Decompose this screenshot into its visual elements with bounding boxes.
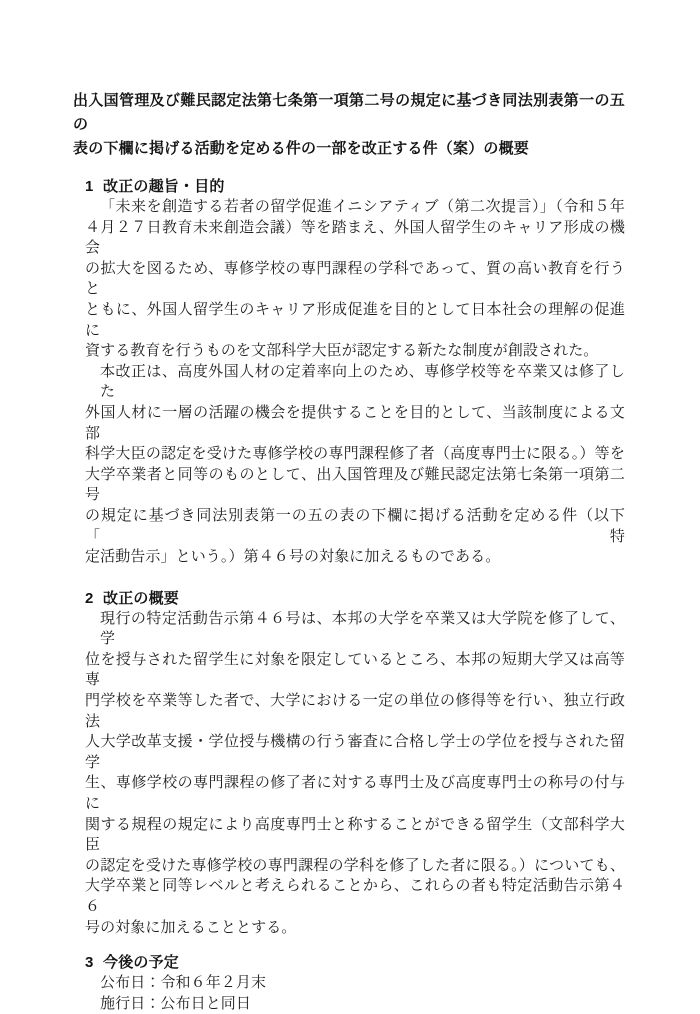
text-line: 外国人材に一層の活躍の機会を提供することを目的として、当該制度による文部 <box>85 404 625 442</box>
text-line: の認定を受けた専修学校の専門課程の学科を修了した者に限る。）についても、 <box>85 857 625 874</box>
text-line: の規定に基づき同法別表第一の五の表の下欄に掲げる活動を定める件（以下「特 <box>85 507 625 545</box>
section-heading-text: 改正の概要 <box>103 589 180 607</box>
text-line: 位を授与された留学生に対象を限定しているところ、本邦の短期大学又は高等専 <box>85 651 625 689</box>
text-line: 定活動告示」という。）第４６号の対象に加えるものである。 <box>85 549 501 566</box>
text-line: 大学卒業と同等レベルと考えられることから、これらの者も特定活動告示第４６ <box>85 878 625 915</box>
text-line: の拡大を図るため、専修学校の専門課程の学科であって、質の高い教育を行うと <box>85 260 625 298</box>
title-line: 表の下欄に掲げる活動を定める件の一部を改正する件（案）の概要 <box>73 140 530 157</box>
text-line: 大学卒業者と同等のものとして、出入国管理及び難民認定法第七条第一項第二号 <box>85 466 625 504</box>
section-heading <box>73 588 625 609</box>
schedule-item-enforcement: 施行日：公布日と同日 <box>100 995 252 1012</box>
section-heading <box>73 952 625 973</box>
section-purpose <box>73 176 625 568</box>
text-line: 関する規程の規定により高度専門士と称することができる留学生（文部科学大臣 <box>85 816 625 854</box>
document-title <box>73 89 625 161</box>
text-line: 現行の特定活動告示第４６号は、本邦の大学を卒業又は大学院を修了して、学 <box>100 610 625 648</box>
section-schedule <box>73 952 625 1014</box>
text-line: 人大学改革支援・学位授与機構の行う審査に合格し学士の学位を授与された留学 <box>85 734 625 771</box>
text-line: 本改正は、高度外国人材の定着率向上のため、専修学校等を卒業又は修了した <box>100 363 625 401</box>
schedule-list <box>73 973 625 1014</box>
section-number: 1 <box>85 178 94 195</box>
text-line: 生、専修学校の専門課程の修了者に対する専門士及び高度専門士の称号の付与に <box>85 775 625 813</box>
paragraph <box>73 609 625 939</box>
text-line: ともに、外国人留学生のキャリア形成促進を目的として日本社会の理解の促進に <box>85 301 625 339</box>
section-overview <box>73 588 625 939</box>
section-number: 3 <box>85 954 94 972</box>
paragraph <box>73 362 625 568</box>
paragraph <box>73 197 625 362</box>
text-line: 科学大臣の認定を受けた専修学校の専門課程修了者（高度専門士に限る。）等を <box>85 446 625 463</box>
section-heading-text: 改正の趣旨・目的 <box>103 178 225 195</box>
section-heading <box>73 176 625 197</box>
text-line: 号の対象に加えることとする。 <box>85 919 297 936</box>
section-number: 2 <box>85 589 94 607</box>
text-line: 「未来を創造する若者の留学促進イニシアティブ（第二次提言）」（令和５年 <box>100 199 625 215</box>
text-line: ４月２７日教育未来創造会議）等を踏まえ、外国人留学生のキャリア形成の機会 <box>85 219 625 257</box>
text-line: 門学校を卒業等した者で、大学における一定の単位の修得等を行い、独立行政法 <box>85 693 625 730</box>
text-line: 資する教育を行うものを文部科学大臣が認定する新たな制度が創設された。 <box>85 343 599 360</box>
schedule-item-promulgation: 公布日：令和６年２月末 <box>100 975 267 992</box>
section-heading-text: 今後の予定 <box>103 954 180 972</box>
title-line: 出入国管理及び難民認定法第七条第一項第二号の規定に基づき同法別表第一の五の <box>73 92 625 133</box>
